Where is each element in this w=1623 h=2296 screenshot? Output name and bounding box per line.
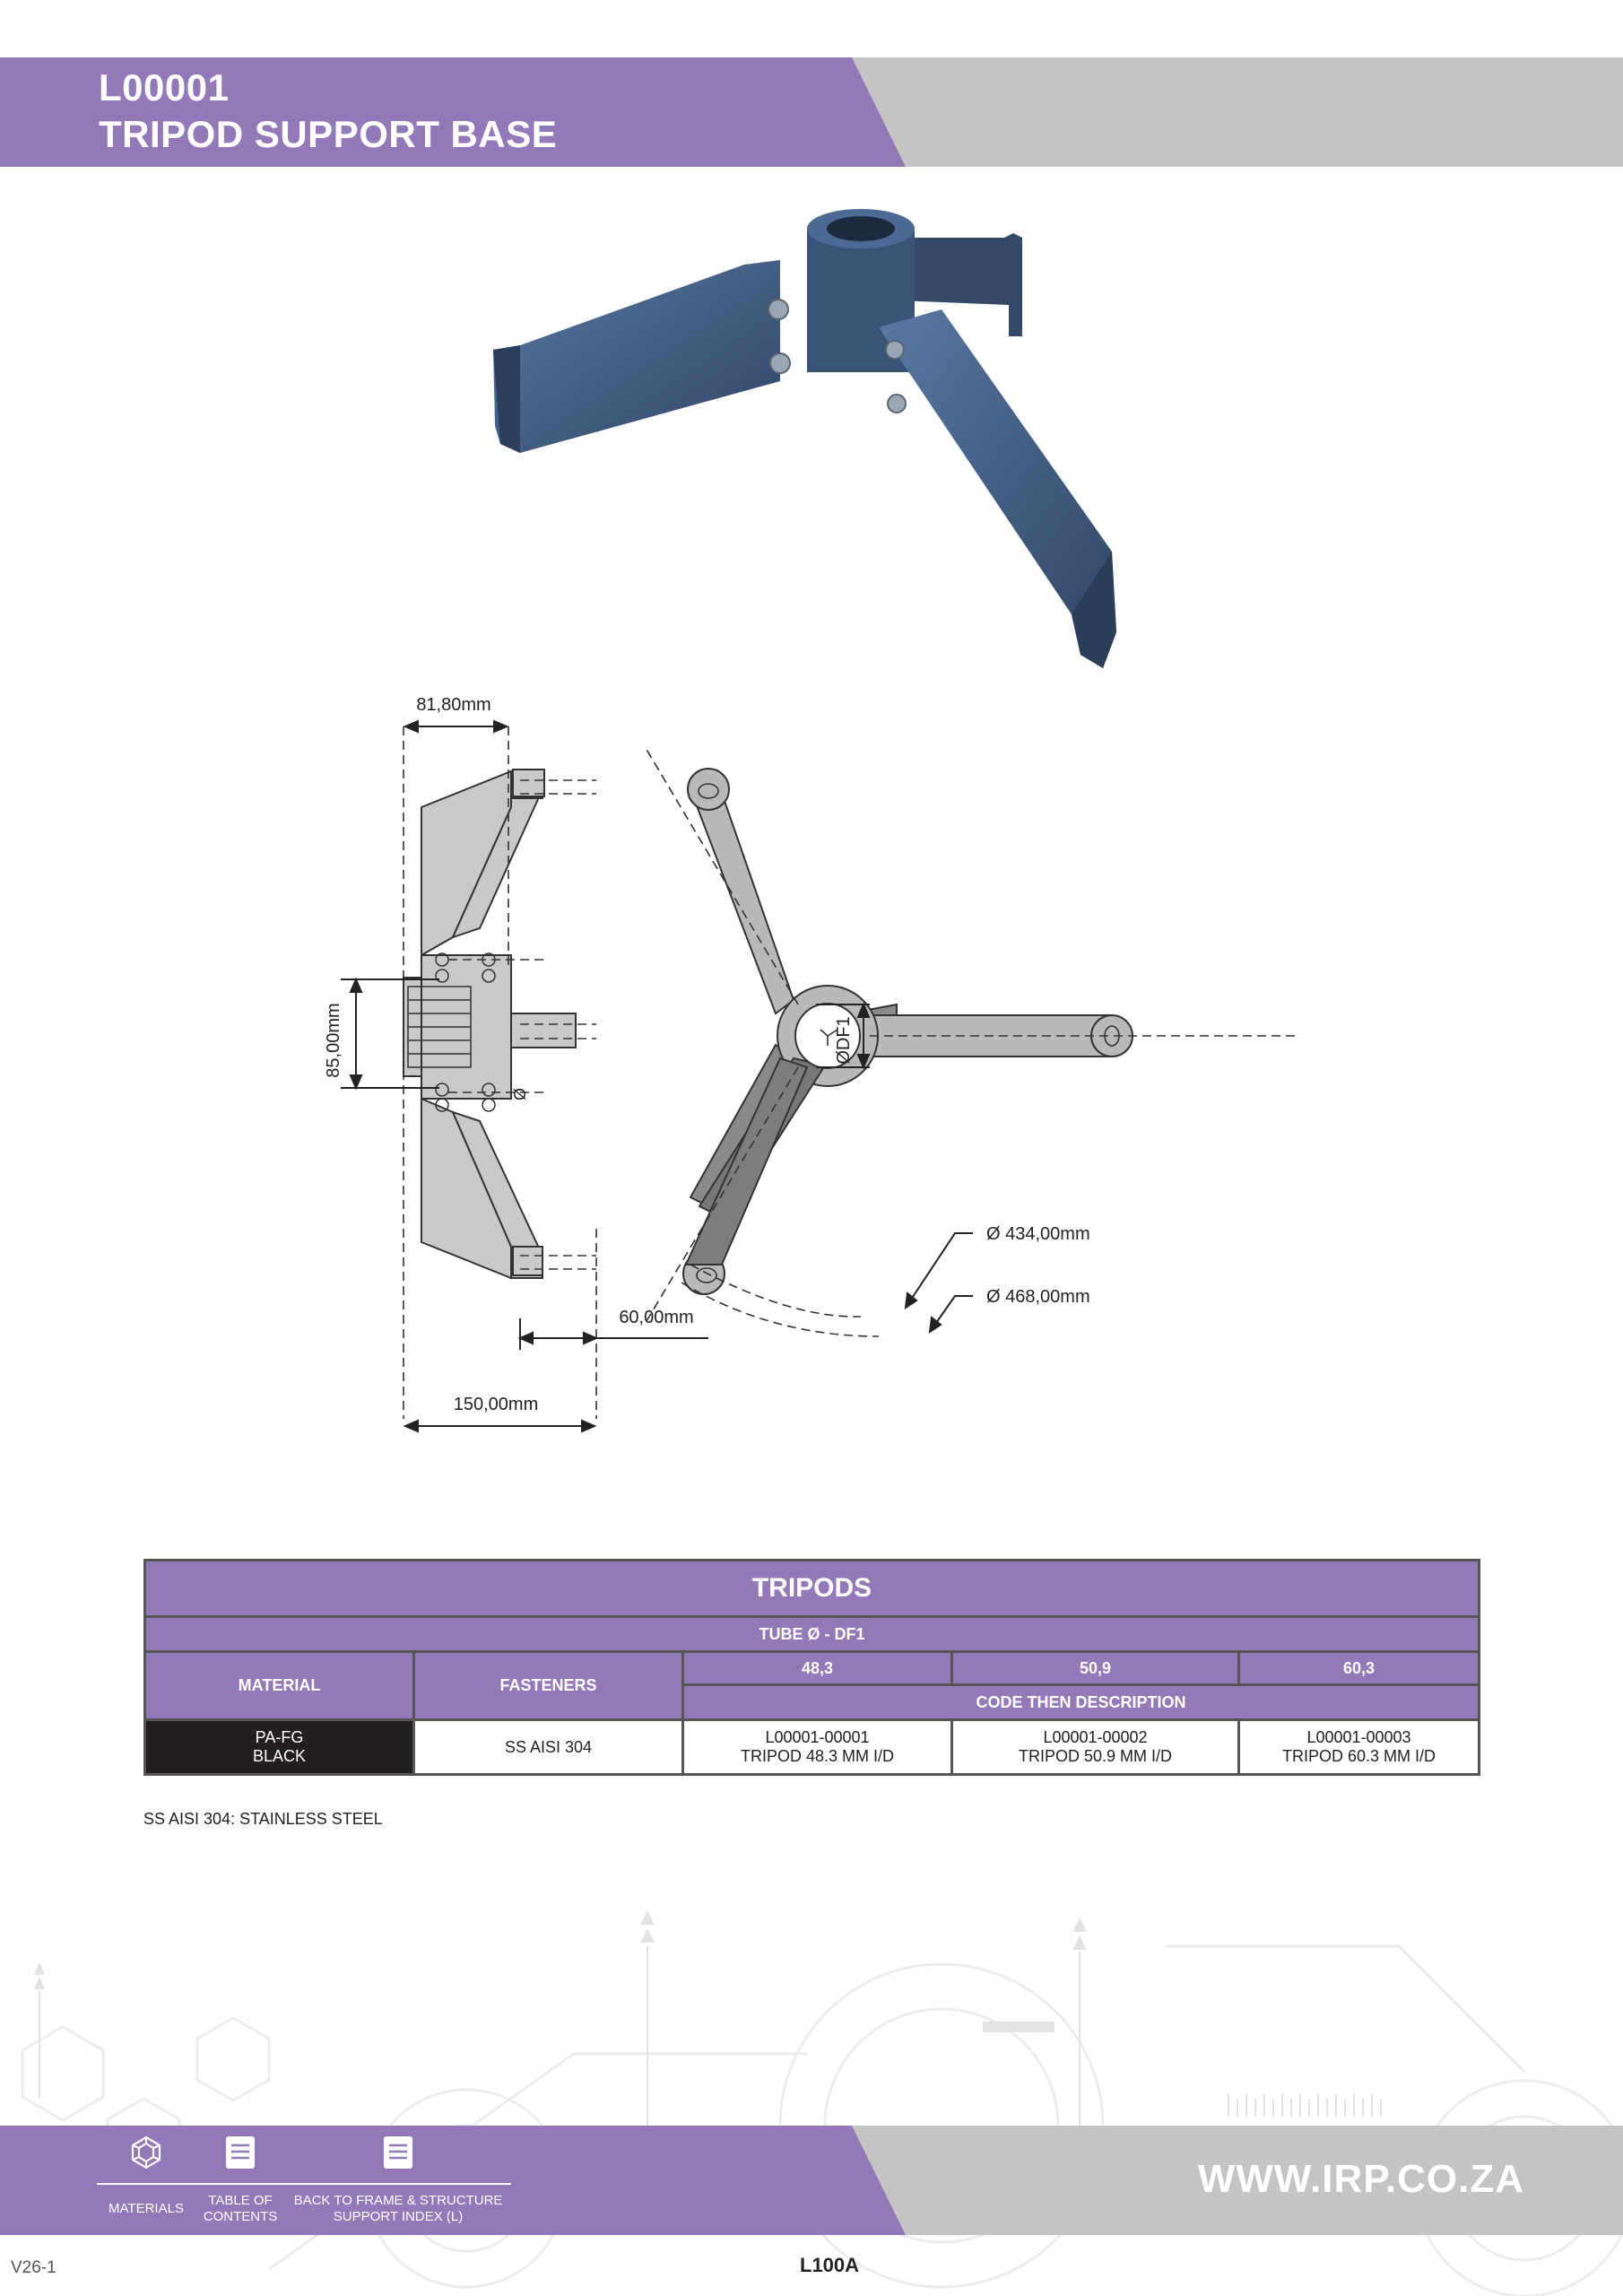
table-row bbox=[145, 1720, 1480, 1775]
material-note: SS AISI 304: STAINLESS STEEL bbox=[143, 1810, 383, 1828]
product-cell bbox=[952, 1720, 1239, 1775]
toc-label-line1: TABLE OF bbox=[208, 2193, 273, 2208]
product-code: L00001-00003 bbox=[1306, 1728, 1411, 1746]
product-description: TRIPOD 48.3 MM I/D bbox=[740, 1747, 895, 1765]
material-name: PA-FG bbox=[255, 1728, 304, 1746]
product-description: TRIPOD 60.3 MM I/D bbox=[1282, 1747, 1436, 1765]
product-photo bbox=[484, 202, 1130, 691]
index-label-line2: SUPPORT INDEX (L) bbox=[333, 2209, 464, 2224]
dim-leg: 60,00mm bbox=[619, 1308, 694, 1327]
col-header-material: MATERIAL bbox=[145, 1652, 414, 1720]
dim-diameter-inner: Ø 434,00mm bbox=[986, 1224, 1090, 1244]
product-code: L00001-00001 bbox=[765, 1728, 870, 1746]
footer-divider bbox=[97, 2183, 511, 2185]
version-label: V26-1 bbox=[11, 2258, 56, 2277]
material-cell bbox=[145, 1720, 414, 1775]
product-code: L00001 bbox=[99, 66, 230, 109]
tripods-table bbox=[143, 1559, 1480, 1776]
dim-overall: 150,00mm bbox=[453, 1395, 539, 1414]
product-cell bbox=[1239, 1720, 1480, 1775]
table-subtitle: TUBE Ø - DF1 bbox=[145, 1617, 1480, 1652]
page-title: TRIPOD SUPPORT BASE bbox=[99, 113, 558, 155]
table-of-contents-icon[interactable] bbox=[222, 2135, 258, 2170]
side-view bbox=[324, 695, 708, 1431]
product-cell bbox=[683, 1720, 952, 1775]
background-decoration bbox=[0, 1892, 1623, 2296]
index-label-line1: BACK TO FRAME & STRUCTURE bbox=[293, 2193, 503, 2208]
col-header-fasteners: FASTENERS bbox=[414, 1652, 683, 1720]
product-description: TRIPOD 50.9 MM I/D bbox=[1018, 1747, 1173, 1765]
support-index-icon[interactable] bbox=[380, 2135, 416, 2170]
col-header-code: CODE THEN DESCRIPTION bbox=[683, 1685, 1480, 1720]
page-code: L100A bbox=[800, 2254, 860, 2276]
dim-width-top: 81,80mm bbox=[416, 695, 491, 715]
col-header-size: 50,9 bbox=[952, 1652, 1239, 1685]
material-color: BLACK bbox=[252, 1747, 307, 1765]
table-title: TRIPODS bbox=[145, 1561, 1480, 1617]
toc-label-line2: CONTENTS bbox=[203, 2209, 278, 2224]
plan-view bbox=[644, 748, 1300, 1336]
table-of-contents-link[interactable] bbox=[195, 2193, 285, 2225]
dim-symbol: Ø bbox=[511, 1087, 529, 1101]
dim-height: 85,00mm bbox=[324, 1003, 343, 1078]
col-header-size: 60,3 bbox=[1239, 1652, 1480, 1685]
website-link[interactable]: WWW.IRP.CO.ZA bbox=[1197, 2157, 1524, 2201]
technical-drawing bbox=[305, 691, 1327, 1444]
materials-icon[interactable] bbox=[128, 2135, 164, 2170]
product-code: L00001-00002 bbox=[1043, 1728, 1148, 1746]
back-to-index-link[interactable] bbox=[285, 2193, 511, 2225]
materials-label: MATERIALS bbox=[108, 2201, 184, 2216]
fasteners-cell: SS AISI 304 bbox=[414, 1720, 683, 1775]
col-header-size: 48,3 bbox=[683, 1652, 952, 1685]
materials-link[interactable] bbox=[97, 2201, 195, 2217]
dim-diameter-outer: Ø 468,00mm bbox=[986, 1287, 1090, 1307]
dim-bore: ØDF1 bbox=[834, 1016, 854, 1065]
